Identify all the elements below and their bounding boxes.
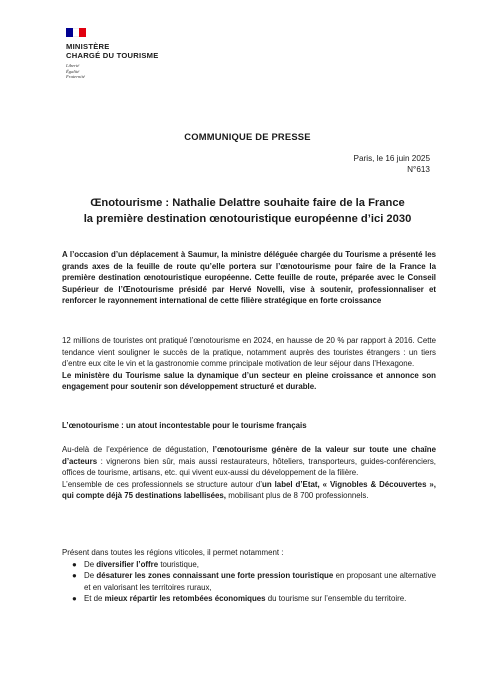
- text-run: Et de: [84, 594, 105, 603]
- motto-line: Liberté: [66, 63, 80, 69]
- motto-line: Fraternité: [66, 74, 85, 80]
- flag-blue-band: [66, 28, 73, 37]
- list-item: [62, 559, 436, 571]
- text-run: De: [84, 559, 97, 569]
- ministry-name-line: MINISTÈRE: [66, 42, 110, 51]
- bold-run: l’œnotourisme génère de la valeur sur toute une chaîne d’acteurs: [62, 445, 436, 466]
- value-chain-paragraph: [62, 444, 436, 502]
- value-chain-text: [62, 444, 436, 479]
- benefits-list: [62, 559, 436, 605]
- bold-run: désaturer les zones connaissant une forte pression touristique: [96, 571, 334, 580]
- text-run: du tourisme sur l’ensemble du territoire.: [265, 594, 407, 603]
- headline: [60, 195, 435, 227]
- text-run: touristique,: [158, 559, 199, 569]
- text-run: mobilisant plus de 8 700 professionnels.: [226, 491, 369, 500]
- benefits-intro: Présent dans toutes les régions viticoles, il permet notamment :: [62, 548, 284, 557]
- text-run: en proposant une alternative et en valorisant les territoires ruraux,: [84, 571, 437, 592]
- ministry-logo: [66, 28, 159, 80]
- list-item: [62, 593, 436, 605]
- bullet-icon: ●: [72, 594, 77, 603]
- bold-run: diversifier l’offre: [96, 559, 159, 569]
- bullet-icon: ●: [72, 571, 77, 580]
- release-date: Paris, le 16 juin 2025: [353, 154, 430, 163]
- text-run: De: [84, 571, 97, 580]
- french-flag-icon: [66, 28, 86, 37]
- text-run: L’ensemble de ces professionnels se structure autour d’: [62, 479, 263, 489]
- motto-line: Égalité: [66, 68, 80, 74]
- release-meta: [354, 153, 430, 175]
- label-text: [62, 479, 436, 502]
- statistics-text: 12 millions de touristes ont pratiqué l’œnotourisme en 2024, en hausse de 20 % par rapport à 2016. Cette tendance vient souligner le succès de la pratique, notamment auprès des touristes étrangers : un tiers d’entre eux cite le vin et la gastronomie comme principale motivation de leur séjour dans l’Hexagone.: [62, 336, 436, 368]
- headline-line: la première destination œnotouristique européenne d’ici 2030: [83, 213, 412, 225]
- republic-motto: [66, 63, 159, 80]
- benefits-paragraph: [62, 547, 436, 605]
- flag-white-band: [73, 28, 80, 37]
- statistics-paragraph: [62, 335, 436, 393]
- ministry-name: [66, 43, 159, 60]
- bullet-icon: ●: [72, 559, 77, 569]
- bold-run: mieux répartir les retombées économiques: [104, 594, 266, 603]
- release-number: N°613: [407, 165, 430, 174]
- ministry-name-line: CHARGÉ DU TOURISME: [66, 50, 159, 60]
- headline-line: Œnotourisme : Nathalie Delattre souhaite faire de la France: [90, 197, 405, 209]
- flag-red-band: [79, 28, 86, 37]
- intro-paragraph: A l’occasion d’un déplacement à Saumur, la ministre déléguée chargée du Tourisme a présenté les grands axes de la feuille de route qu’elle portera sur l’œnotourisme pour faire de la France la première destination œnotouristique européenne. Cette feuille de route, préparée avec le Conseil Supérieur de l’Œnotourisme présidé par Hervé Novelli, vise à soutenir, professionnaliser et renforcer le rayonnement international de cette filière stratégique en forte croissance: [62, 250, 436, 305]
- ministry-statement: Le ministère du Tourisme salue la dynamique d’un secteur en pleine croissance et annonce son engagement pour soutenir son développement structuré et durable.: [62, 370, 436, 391]
- text-run: : vignerons bien sûr, mais aussi restaurateurs, hôteliers, transporteurs, guides-conférenciers, offices de tourisme, artisans, etc. qui vivent eux-aussi du développement de la filière.: [62, 456, 436, 477]
- text-run: Au-delà de l’expérience de dégustation,: [62, 445, 213, 454]
- list-item: [62, 570, 436, 593]
- document-type: COMMUNIQUE DE PRESSE: [184, 131, 311, 142]
- section-heading: L’œnotourisme : un atout incontestable pour le tourisme français: [62, 421, 307, 430]
- bold-run: un label d’Etat, « Vignobles & Découvertes », qui compte déjà 75 destinations labellisées,: [62, 479, 436, 500]
